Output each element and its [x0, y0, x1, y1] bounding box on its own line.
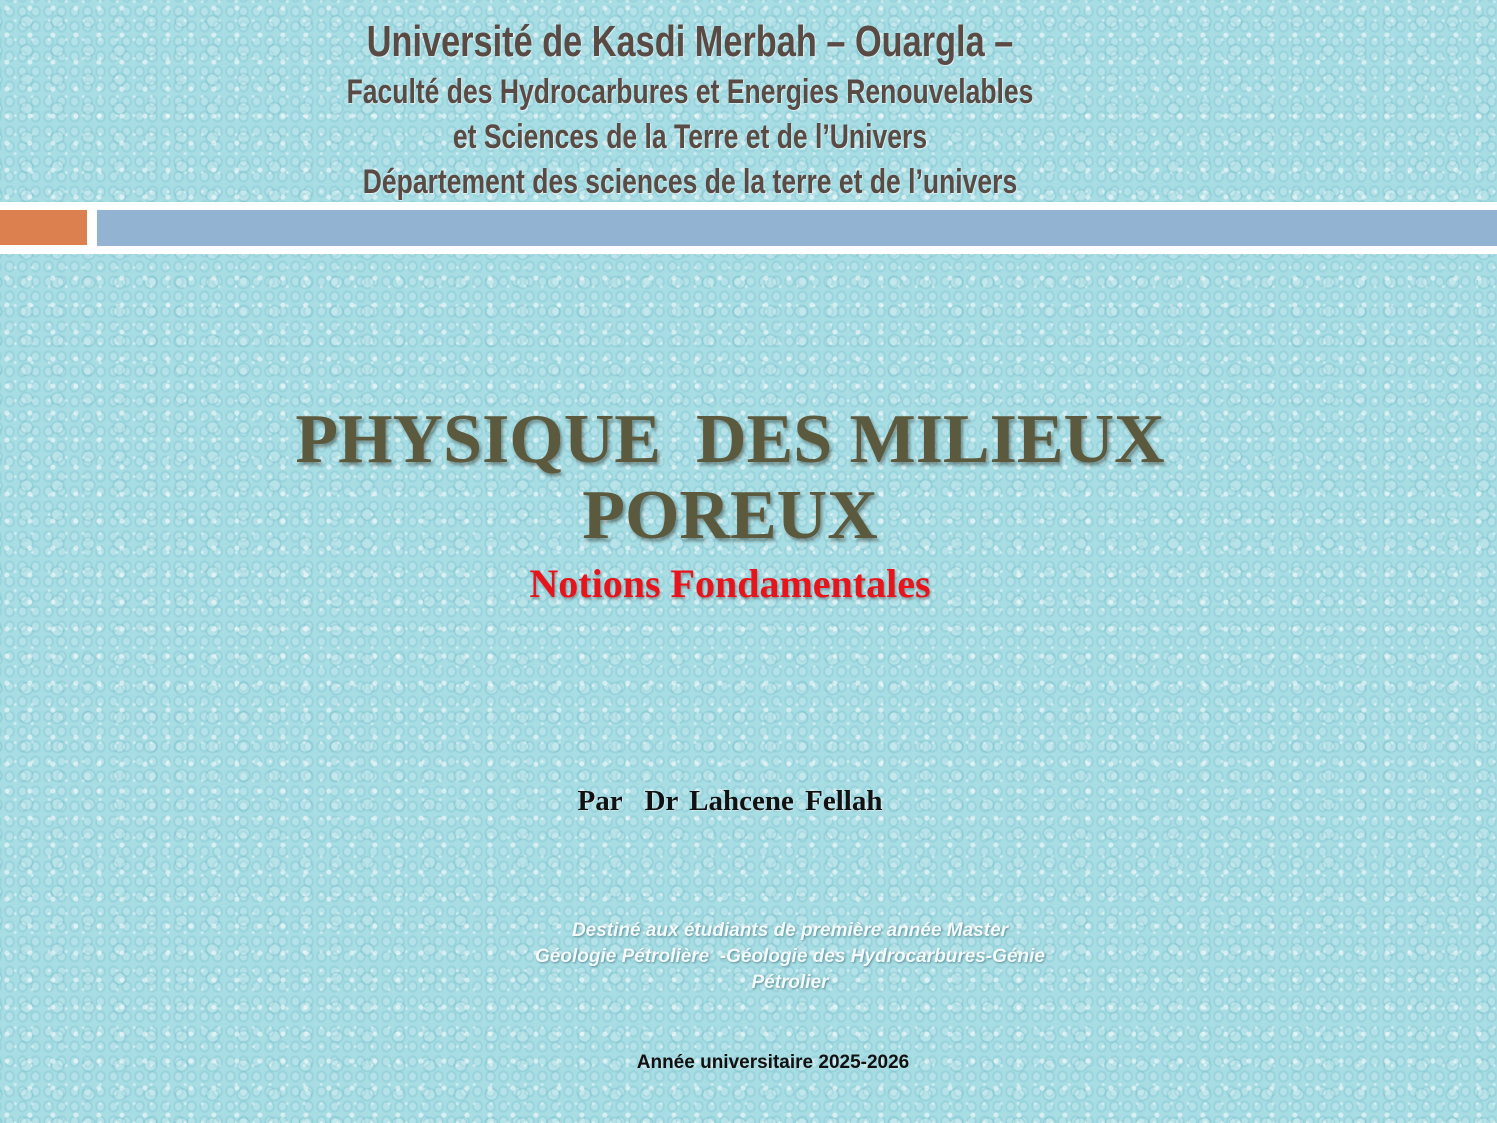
course-subtitle: Notions Fondamentales — [529, 561, 931, 606]
audience-line-3: Pétrolier — [751, 972, 829, 993]
university-name: Université de Kasdi Merbah – Ouargla – — [366, 17, 1014, 66]
academic-year: Année universitaire 2025-2026 — [636, 1052, 910, 1073]
course-title — [0, 402, 1460, 554]
faculty-name-line-1: Faculté des Hydrocarbures et Energies Renouvelables — [346, 73, 1034, 111]
author-line: Par Dr Lahcene Fellah — [577, 785, 883, 817]
accent-bar-blue — [97, 210, 1497, 246]
target-audience — [480, 918, 1100, 996]
course-title-line-2: POREUX — [582, 477, 878, 554]
department-name: Département des sciences de la terre et de l’univers — [362, 163, 1018, 201]
faculty-name-line-2: et Sciences de la Terre et de l’Univers — [452, 118, 928, 156]
accent-bar-orange — [0, 210, 87, 245]
audience-line-2: Géologie Pétrolière -Géologie des Hydrocarbures-Génie — [535, 946, 1045, 967]
course-title-line-1: PHYSIQUE DES MILIEUX — [295, 401, 1165, 478]
audience-line-1: Destiné aux étudiants de première année Master — [571, 920, 1009, 941]
institution-header — [0, 14, 1380, 205]
